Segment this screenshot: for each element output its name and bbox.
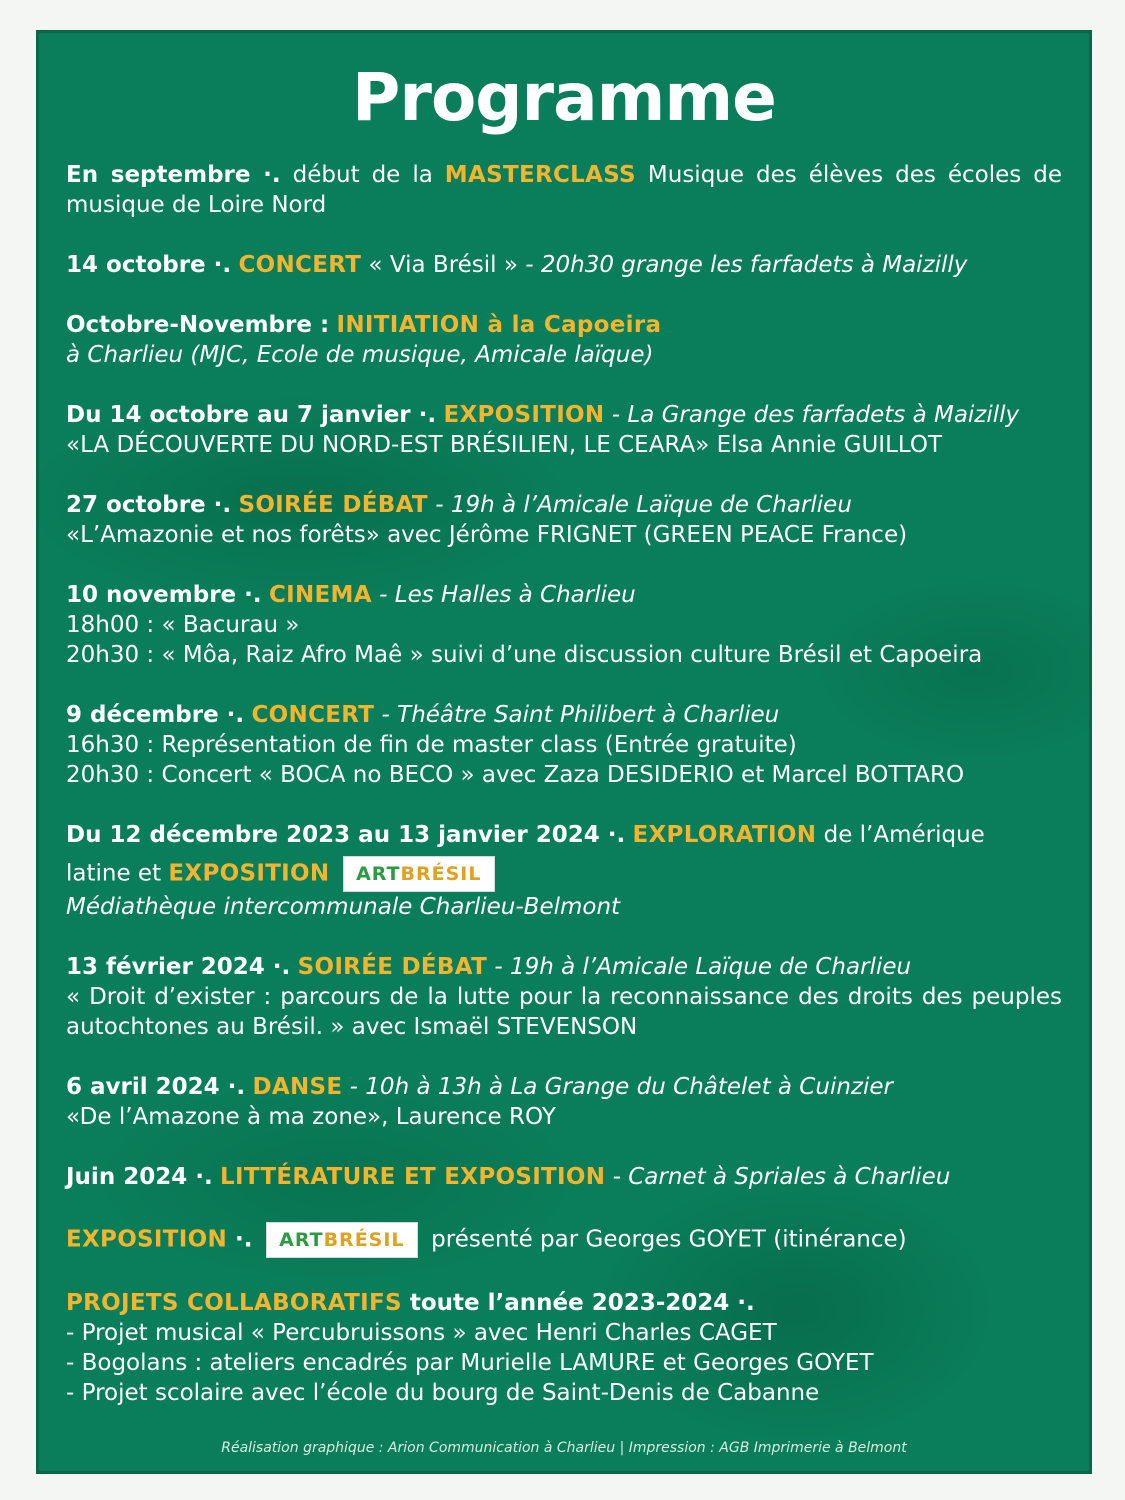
event-location: - Théâtre Saint Philibert à Charlieu: [374, 702, 780, 728]
event-text: présenté par Georges GOYET (itinérance): [423, 1226, 907, 1253]
event-text: latine et: [66, 860, 169, 887]
event-litterature: [66, 1162, 1062, 1192]
event-date: 9 décembre ·.: [66, 702, 245, 728]
list-item: - Bogolans : ateliers encadrés par Murielle LAMURE et Georges GOYET: [66, 1350, 874, 1376]
event-keyword: CONCERT: [251, 702, 375, 728]
event-concert-2: [66, 700, 1062, 790]
event-debat-2: [66, 952, 1062, 1042]
list-item: - Projet scolaire avec l’école du bourg de Saint-Denis de Cabanne: [66, 1380, 820, 1406]
event-keyword: PROJETS COLLABORATIFS: [66, 1290, 402, 1316]
event-text: « Via Brésil »: [361, 252, 526, 278]
event-exposition-1: [66, 400, 1062, 460]
event-keyword: CONCERT: [238, 252, 362, 278]
event-keyword: SOIRÉE DÉBAT: [238, 492, 428, 518]
list-item: - Projet musical « Percubruissons » avec Henri Charles CAGET: [66, 1320, 777, 1346]
event-concert-1: [66, 250, 1062, 280]
art-bresil-logo: ARTBRÉSIL: [343, 856, 495, 892]
event-detail: 16h30 : Représentation de fin de master class (Entrée gratuite): [66, 732, 797, 758]
event-location: - Les Halles à Charlieu: [371, 582, 636, 608]
event-location: - Carnet à Spriales à Charlieu: [605, 1164, 951, 1190]
event-location: - La Grange des farfadets à Maizilly: [604, 402, 1020, 428]
credits-footer: Réalisation graphique : Arion Communication à Charlieu | Impression : AGB Imprimerie à Belmont: [221, 1440, 907, 1456]
event-location: - 19h à l’Amicale Laïque de Charlieu: [487, 954, 912, 980]
event-date: Du 12 décembre 2023 au 13 janvier 2024 ·.: [66, 822, 626, 848]
event-keyword: DANSE: [252, 1074, 343, 1100]
event-keyword: EXPOSITION: [168, 860, 330, 887]
event-date: 13 février 2024 ·.: [66, 954, 291, 980]
event-location: à Charlieu (MJC, Ecole de musique, Amicale laïque): [66, 342, 654, 368]
event-detail: 20h30 : Concert « BOCA no BECO » avec Zaza DESIDERIO et Marcel BOTTARO: [66, 762, 965, 788]
event-date: toute l’année 2023-2024 ·.: [401, 1290, 755, 1316]
event-projets: [66, 1288, 1062, 1408]
event-masterclass: [66, 160, 1062, 220]
event-detail: «LA DÉCOUVERTE DU NORD-EST BRÉSILIEN, LE CEARA» Elsa Annie GUILLOT: [66, 432, 943, 458]
event-detail: 18h00 : « Bacurau »: [66, 612, 300, 638]
event-location: - 19h à l’Amicale Laïque de Charlieu: [427, 492, 852, 518]
event-danse: [66, 1072, 1062, 1132]
art-bresil-logo: ARTBRÉSIL: [266, 1222, 418, 1258]
event-debat-1: [66, 490, 1062, 550]
event-keyword: LITTÉRATURE ET EXPOSITION: [220, 1164, 606, 1190]
event-date: 6 avril 2024 ·.: [66, 1074, 246, 1100]
event-location: - 10h à 13h à La Grange du Châtelet à Cuinzier: [342, 1074, 893, 1100]
event-date: 10 novembre ·.: [66, 582, 262, 608]
event-text: début de la: [280, 162, 445, 188]
event-keyword: EXPLORATION: [632, 822, 817, 848]
event-capoeira: [66, 310, 1062, 370]
event-location: Médiathèque intercommunale Charlieu-Belmont: [66, 894, 621, 920]
event-date: Du 14 octobre au 7 janvier ·.: [66, 402, 437, 428]
event-detail: «L’Amazonie et nos forêts» avec Jérôme FRIGNET (GREEN PEACE France): [66, 522, 908, 548]
event-detail: «De l’Amazone à ma zone», Laurence ROY: [66, 1104, 556, 1130]
page-title: Programme: [352, 59, 776, 136]
event-date: Juin 2024 ·.: [66, 1164, 213, 1190]
event-detail: « Droit d’exister : parcours de la lutte pour la reconnaissance des droits des peuples autochtones au Brésil. » avec Ismaël STEVENSON: [66, 984, 1062, 1040]
event-date: Octobre-Novembre :: [66, 312, 330, 338]
event-date: En septembre ·.: [66, 162, 281, 188]
event-exploration: [66, 820, 1062, 922]
programme-list: [66, 160, 1062, 1438]
event-keyword: INITIATION à la Capoeira: [336, 312, 662, 338]
event-separator: ·.: [227, 1226, 253, 1253]
event-keyword: SOIRÉE DÉBAT: [297, 954, 488, 980]
event-keyword: MASTERCLASS: [444, 162, 636, 188]
event-date: 14 octobre ·.: [66, 252, 232, 278]
event-keyword: CINEMA: [268, 582, 372, 608]
event-location: - 20h30 grange les farfadets à Maizilly: [525, 252, 968, 278]
event-detail: 20h30 : « Môa, Raiz Afro Maê » suivi d’une discussion culture Brésil et Capoeira: [66, 642, 983, 668]
event-text: de l’Amérique: [816, 822, 985, 848]
event-text: Musique des élèves des écoles de musique de Loire Nord: [66, 162, 1062, 218]
event-keyword: EXPOSITION: [443, 402, 605, 428]
event-keyword: EXPOSITION: [66, 1226, 228, 1253]
event-date: 27 octobre ·.: [66, 492, 232, 518]
event-exposition-2: [66, 1222, 1062, 1258]
event-cinema: [66, 580, 1062, 670]
